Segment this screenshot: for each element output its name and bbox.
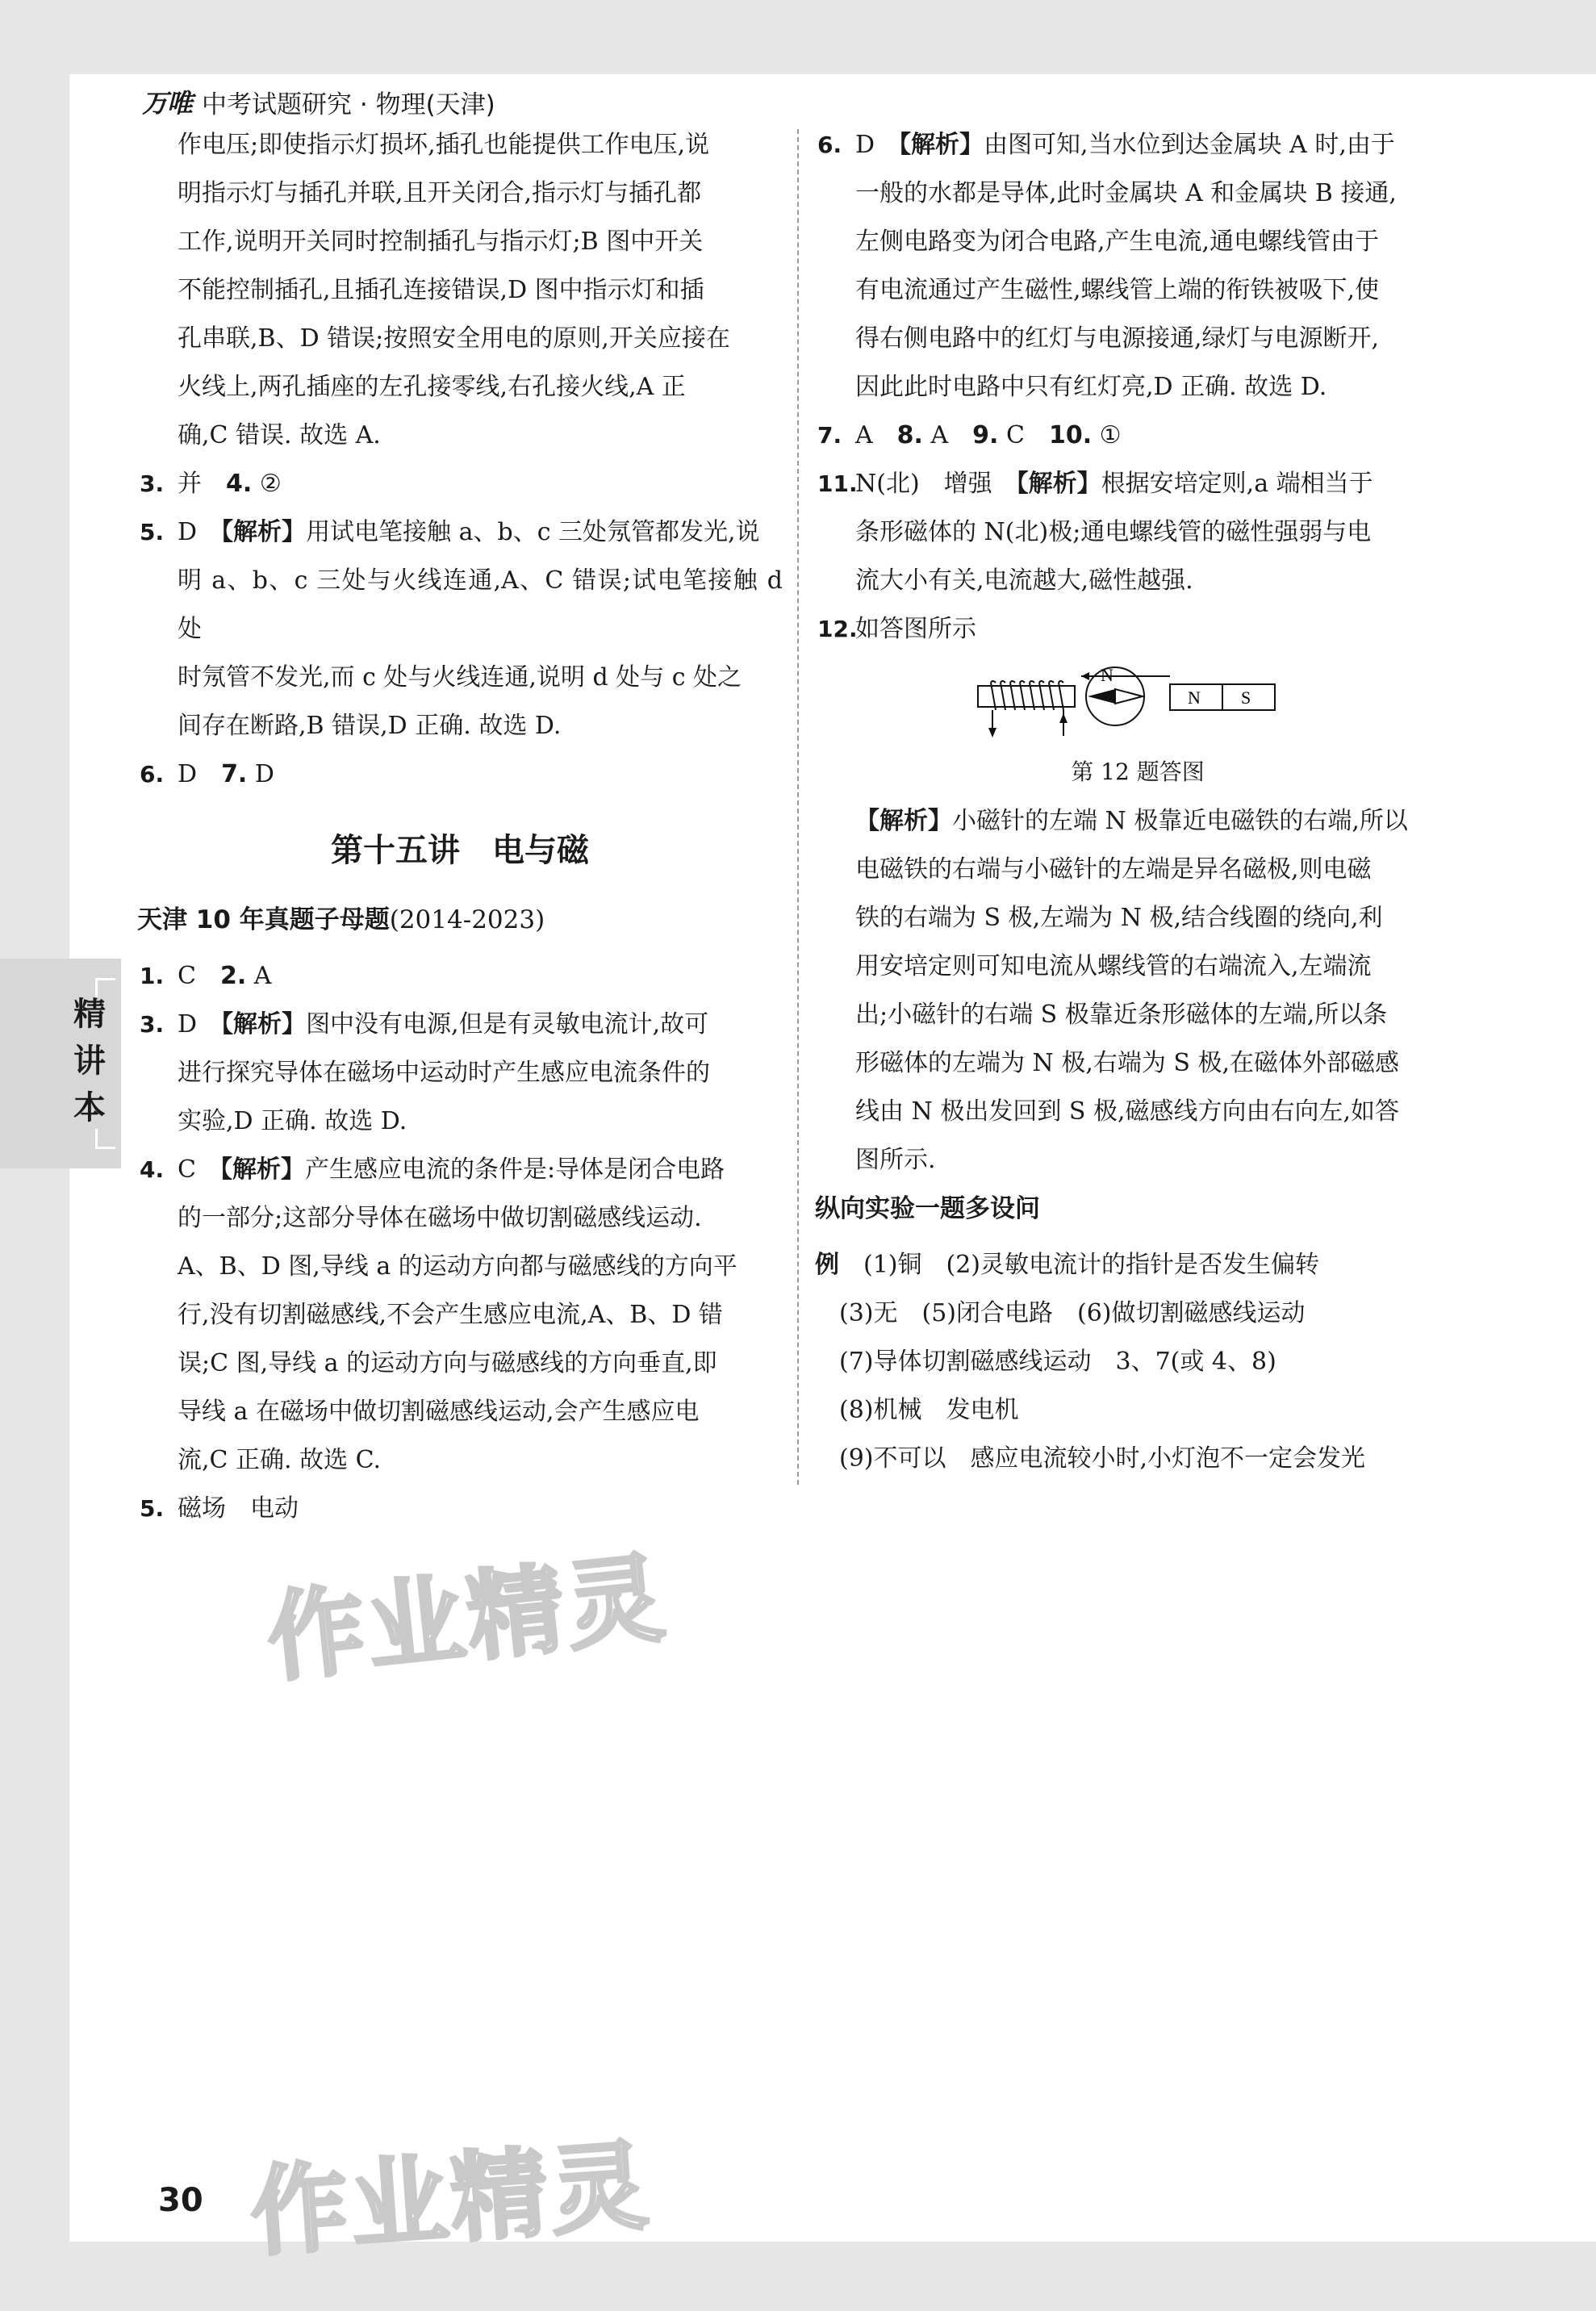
- text-line: 得右侧电路中的红灯与电源接通,绿灯与电源断开,: [855, 324, 1380, 353]
- question-number: 3.: [140, 1011, 165, 1038]
- text-line: 火线上,两孔插座的左孔接零线,右孔接火线,A 正: [178, 373, 686, 401]
- subsection-heading-2: 纵向实验一题多设问: [815, 1194, 1040, 1223]
- answer-3b: [137, 1001, 783, 1146]
- text-line: 用试电笔接触 a、b、c 三处氖管都发光,说: [306, 518, 760, 546]
- text-line: 流大小有关,电流越大,磁性越强.: [855, 566, 1193, 595]
- question-number: 9.: [972, 421, 999, 449]
- text-line: 有电流通过产生磁性,螺线管上端的衔铁被吸下,使: [855, 276, 1380, 304]
- text-line: 不能控制插孔,且插孔连接错误,D 图中指示灯和插: [178, 276, 704, 304]
- answer: D: [254, 760, 274, 788]
- question-number: 5.: [140, 1495, 165, 1522]
- answer: C: [178, 1156, 196, 1184]
- question-number: 5.: [140, 519, 165, 545]
- lead-wires: [992, 710, 1063, 736]
- text-line: 误;C 图,导线 a 的运动方向与磁感线的方向垂直,即: [178, 1349, 717, 1377]
- question-number: 7.: [817, 422, 842, 449]
- example-label: 例: [815, 1251, 839, 1279]
- answer: D: [178, 1010, 198, 1038]
- text-line: 条形磁体的 N(北)极;通电螺线管的磁性强弱与电: [855, 518, 1372, 546]
- book-title: 中考试题研究 · 物理(天津): [202, 90, 495, 119]
- text-line: 实验,D 正确. 故选 D.: [178, 1107, 407, 1135]
- answer-5b: [137, 1485, 783, 1533]
- text-line: 因此此时电路中只有红灯亮,D 正确. 故选 D.: [855, 373, 1327, 401]
- side-tab: [0, 959, 121, 1168]
- answer: D: [855, 131, 875, 159]
- text-line: 根据安培定则,a 端相当于: [1101, 470, 1373, 498]
- question-number: 7.: [221, 760, 248, 788]
- analysis-12: [815, 797, 1460, 1185]
- text-line: 导线 a 在磁场中做切割磁感线运动,会产生感应电: [178, 1398, 700, 1426]
- text-line: 铁的右端为 S 极,左端为 N 极,结合线圈的绕向,利: [855, 904, 1383, 932]
- answer-4b: [137, 1146, 783, 1485]
- text-line: 孔串联,B、D 错误;按照安全用电的原则,开关应接在: [178, 324, 730, 353]
- example-row: (8)机械 发电机: [839, 1396, 1019, 1424]
- text-line: 图所示.: [855, 1146, 936, 1174]
- section-title: 第十五讲 电与磁: [331, 832, 589, 869]
- answer-row-1-2: [137, 952, 783, 1001]
- continued-explanation: [137, 121, 783, 460]
- field-arrow-icon: [1081, 672, 1089, 680]
- text-line: 的一部分;这部分导体在磁场中做切割磁感线运动.: [178, 1204, 702, 1232]
- tab-bracket-bottom: [95, 1129, 115, 1149]
- subsection-heading: [137, 896, 783, 944]
- text-line: 一般的水都是导体,此时金属块 A 和金属块 B 接通,: [855, 179, 1397, 207]
- question-number: 4.: [226, 470, 253, 498]
- answer-6: [815, 121, 1460, 412]
- subheading-text: 天津 10 年真题子母题: [137, 905, 390, 934]
- electromagnet-diagram: [968, 662, 1307, 742]
- side-tab-label: 精讲本: [73, 996, 106, 1126]
- example-row: (9)不可以 感应电流较小时,小灯泡不一定会发光: [839, 1444, 1366, 1473]
- question-number: 1.: [140, 963, 165, 989]
- question-number: 11.: [817, 470, 858, 497]
- left-column: [137, 121, 783, 1533]
- current-out-arrow: [988, 728, 996, 738]
- example-row: (3)无 (5)闭合电路 (6)做切割磁感线运动: [839, 1299, 1306, 1327]
- text-line: 流,C 正确. 故选 C.: [178, 1446, 382, 1474]
- question-number: 4.: [140, 1156, 165, 1183]
- text-line: 左侧电路变为闭合电路,产生电流,通电螺线管由于: [855, 228, 1380, 256]
- text-line: 作电压;即使指示灯损坏,插孔也能提供工作电压,说: [178, 131, 710, 159]
- question-number: 8.: [896, 421, 923, 449]
- figure-caption: 第 12 题答图: [1071, 758, 1205, 785]
- text-line: 时氖管不发光,而 c 处与火线连通,说明 d 处与 c 处之: [178, 663, 742, 692]
- example-row: [815, 1241, 1460, 1289]
- answer: D: [178, 518, 198, 546]
- analysis-tag: 【解析】: [855, 807, 952, 835]
- watermark: 作业精灵: [262, 1542, 673, 1696]
- text-line: A、B、D 图,导线 a 的运动方向都与磁感线的方向平: [178, 1252, 737, 1281]
- answer: ②: [259, 470, 282, 498]
- answer-11: [815, 460, 1460, 605]
- answer: ①: [1099, 421, 1122, 449]
- year-span: (2014-2023): [389, 905, 545, 934]
- brand-logo: 万唯: [142, 88, 193, 119]
- running-header: [142, 84, 495, 119]
- text-line: 电磁铁的右端与小磁针的左端是异名磁极,则电磁: [855, 855, 1372, 884]
- analysis-tag: 【解析】: [1016, 470, 1101, 498]
- answer: 如答图所示: [855, 615, 976, 643]
- bar-s-label: S: [1241, 687, 1251, 708]
- watermark: 作业精灵: [247, 2129, 654, 2271]
- analysis-tag: 【解析】: [221, 518, 307, 546]
- analysis-tag: 【解析】: [221, 1010, 307, 1038]
- question-number: 12.: [817, 616, 858, 642]
- answer: 电动: [250, 1494, 299, 1523]
- analysis-tag: 【解析】: [219, 1156, 305, 1184]
- text-line: 工作,说明开关同时控制插孔与指示灯;B 图中开关: [178, 228, 704, 256]
- question-number: 6.: [817, 132, 842, 158]
- example-block: [815, 1241, 1460, 1483]
- answer: A: [930, 421, 949, 449]
- text-line: 进行探究导体在磁场中运动时产生感应电流条件的: [178, 1059, 710, 1087]
- answer-12: [815, 605, 1460, 654]
- answer: N(北) 增强: [855, 470, 992, 498]
- question-number: 3.: [140, 470, 165, 497]
- text-line: 间存在断路,B 错误,D 正确. 故选 D.: [178, 712, 562, 740]
- answer-row-6-7: [137, 750, 783, 799]
- text-line: 产生感应电流的条件是:导体是闭合电路: [304, 1156, 725, 1184]
- page-number: 30: [158, 2182, 203, 2219]
- needle-n-label: N: [1101, 665, 1113, 685]
- answer-row-3-4: [137, 460, 783, 508]
- answer: D: [178, 760, 198, 788]
- text-line: (1)铜 (2)灵敏电流计的指针是否发生偏转: [863, 1251, 1319, 1279]
- example-row: (7)导体切割磁感线运动 3、7(或 4、8): [839, 1348, 1276, 1376]
- text-line: 行,没有切割磁感线,不会产生感应电流,A、B、D 错: [178, 1301, 723, 1329]
- answer-5: [137, 508, 783, 750]
- current-in-arrow: [1059, 713, 1067, 723]
- text-line: 线由 N 极出发回到 S 极,磁感线方向由右向左,如答: [855, 1097, 1400, 1126]
- question-number: 10.: [1048, 421, 1093, 449]
- answer: A: [253, 962, 272, 990]
- answer-row-7-10: [815, 412, 1460, 460]
- answer: C: [1006, 421, 1025, 449]
- text-line: 确,C 错误. 故选 A.: [178, 421, 381, 449]
- text-line: 图中没有电源,但是有灵敏电流计,故可: [306, 1010, 709, 1038]
- question-number: 2.: [219, 962, 247, 990]
- text-line: 明指示灯与插孔并联,且开关闭合,指示灯与插孔都: [178, 179, 702, 207]
- text-line: 用安培定则可知电流从螺线管的右端流入,左端流: [855, 952, 1372, 980]
- answer: A: [855, 421, 873, 449]
- right-column: [815, 121, 1460, 1483]
- text-line: 由图可知,当水位到达金属块 A 时,由于: [984, 131, 1395, 159]
- answer: C: [178, 962, 196, 990]
- text-line: 小磁针的左端 N 极靠近电磁铁的右端,所以: [952, 807, 1408, 835]
- text-line: 出;小磁针的右端 S 极靠近条形磁体的左端,所以条: [855, 1001, 1388, 1029]
- answer: 磁场: [178, 1494, 226, 1523]
- column-divider: [797, 129, 799, 1485]
- analysis-tag: 【解析】: [899, 131, 984, 159]
- answer-figure-12: [815, 662, 1460, 749]
- bar-n-label: N: [1188, 687, 1201, 708]
- text-line: 形磁体的左端为 N 极,右端为 S 极,在磁体外部磁感: [855, 1049, 1400, 1077]
- text-line: 明 a、b、c 三处与火线连通,A、C 错误;试电笔接触 d 处: [178, 566, 783, 643]
- question-number: 6.: [140, 761, 165, 788]
- answer: 并: [178, 470, 202, 498]
